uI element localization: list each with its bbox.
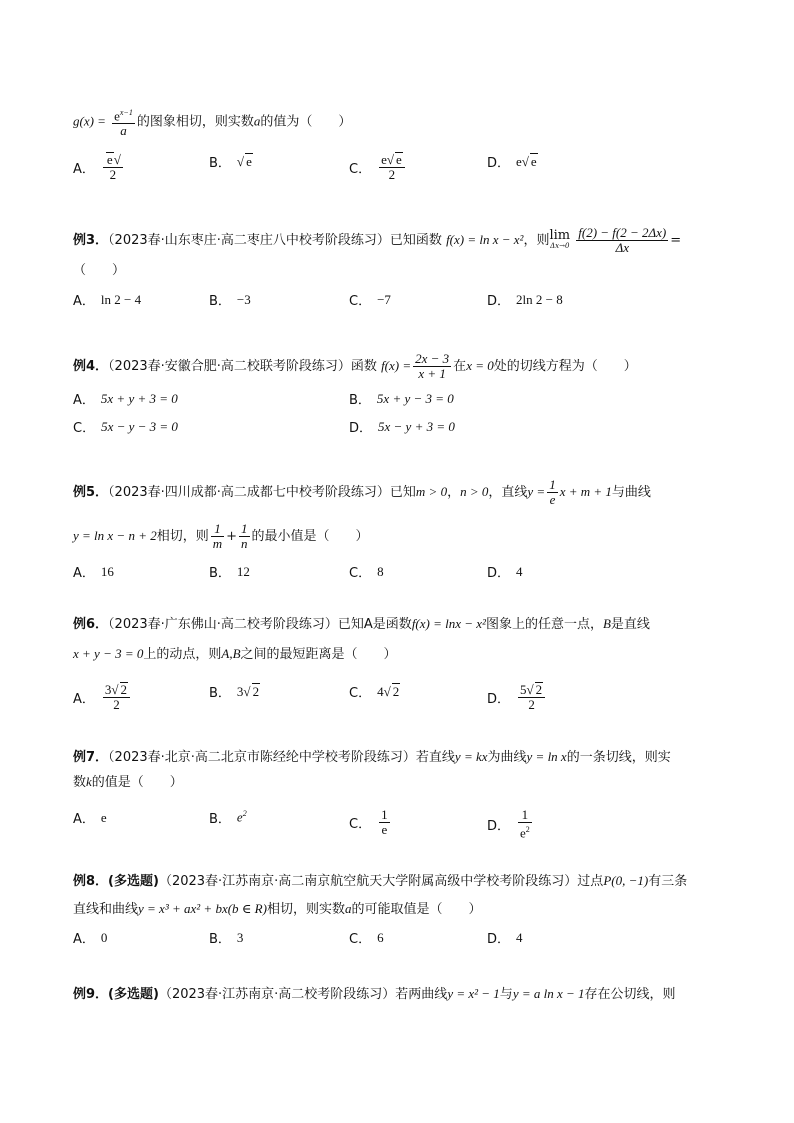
line-equation: y = [527,484,546,499]
fraction-1-over-e: $\frac{1}{e}$ [549,477,556,507]
option-c[interactable]: C． −7 [349,291,391,309]
stem-text: 的最小值是（ ） [251,529,369,544]
source-citation: （2023春·江苏南京·高二校考阶段练习） [158,987,396,1002]
stem-text: 上的动点，则 [143,647,222,662]
option-a[interactable]: A． 16 [73,563,114,581]
question-2-options [73,152,713,182]
question-7-stem-line2 [73,773,183,792]
question-3-paren: （ ） [73,263,126,278]
option-b[interactable]: B． 5x + y − 3 = 0 [349,390,454,408]
example-label: 例8．(多选题) [73,874,159,889]
question-7-options [73,807,713,841]
fraction-g [112,106,135,138]
stem-text: 数 [73,775,87,790]
stem-text: 存在公切线，则 [584,987,676,1002]
stem-text: 的一条切线，则实 [566,750,671,765]
function-fraction: $\frac{2x - 3}{x + 1}$ [415,351,450,381]
plus-sign: + [226,529,238,544]
stem-text: ，则 [523,233,550,248]
source-citation: （2023春·广东佛山·高二校考阶段练习） [108,617,338,632]
option-d[interactable]: D． 5x − y + 3 = 0 [349,418,455,436]
question-6-options [73,682,713,712]
points-ab: A,B [221,646,241,661]
option-d[interactable]: D． 4 [487,929,523,947]
stem-text: 函数 [350,359,377,374]
source-citation: （2023春·四川成都·高二成都七中校考阶段练习） [108,485,390,500]
question-8-stem-line2 [73,900,481,919]
question-3-options [73,290,713,314]
question-6-stem-line2 [73,645,397,664]
fraction-denominator: Δx [615,240,629,255]
question-7-stem [73,748,671,767]
point-x: x = 0 [466,358,494,373]
function-f: f(x) = ln x − x² [446,232,524,247]
option-d[interactable]: D． 2ln 2 − 8 [487,291,563,309]
example-label: 例3． [73,233,109,248]
question-5-stem-line2 [73,522,369,551]
limit-operator: lim Δx→0 [549,227,571,250]
stem-text: ，直线 [488,485,528,500]
stem-text: 为曲线 [487,750,527,765]
option-d[interactable]: D． 4 [487,563,523,581]
stem-text: 处的切线方程为（ ） [493,359,637,374]
question-4-options-row2 [73,417,713,441]
stem-text: 相切，则 [156,529,209,544]
example-label: 例7． [73,750,109,765]
stem-text: 若直线 [415,750,455,765]
example-label: 例4． [73,359,109,374]
option-c[interactable]: C． $\frac{1}{e}$ [349,807,388,837]
option-b[interactable]: B． −3 [209,291,251,309]
difference-quotient [576,226,668,255]
line-equation: y = kx [454,749,488,764]
option-b[interactable]: B． $e^2$ [209,809,247,827]
stem-text: 已知A是函数 [337,617,412,632]
option-a[interactable]: A． e [73,809,107,827]
question-4-options-row1 [73,389,713,413]
question-5-stem [73,478,651,507]
option-a[interactable]: A． $\frac{e√}{2}$ [73,152,121,182]
stem-text: 的值是（ ） [91,775,183,790]
example-label: 例6． [73,617,109,632]
condition-n: n > 0 [460,484,489,499]
question-8-options [73,928,713,952]
option-a[interactable]: A． 5x + y + 3 = 0 [73,390,178,408]
stem-text: 之间的最短距离是（ ） [240,647,397,662]
function-f: f(x) = [381,358,412,373]
equals-sign: = [670,233,682,248]
stem-text: 已知函数 [389,233,442,248]
curve-equation: y = ln x − n + 2 [73,528,157,543]
option-a[interactable]: A． $\frac{3√ 2}{2}$ [73,682,132,712]
stem-text: 若两曲线 [395,987,448,1002]
example-label: 例5． [73,485,109,500]
source-citation: （2023春·山东枣庄·高二枣庄八中校考阶段练习） [108,233,390,248]
condition-m: m > 0 [415,484,448,499]
option-d[interactable]: D． $\frac{1}{e^2}$ [487,807,530,841]
fraction-numerator: $e^{x-1}$ [114,108,133,124]
function-g: g(x) = [73,113,106,129]
question-2-stem [73,106,351,138]
line-equation: x + y − 3 = 0 [73,646,144,661]
fraction-denominator: a [120,123,127,139]
option-c[interactable]: C． $\frac{e√ e}{2}$ [349,152,407,182]
option-d[interactable]: D． e√ e [487,154,537,171]
option-b[interactable]: B． 12 [209,563,250,581]
source-citation: （2023春·安徽合肥·高二校联考阶段练习） [108,359,351,374]
stem-text: 在 [453,359,467,374]
curve-equation: y = x³ + ax² + bx(b ∈ R) [138,901,267,916]
option-c[interactable]: C． 8 [349,563,384,581]
question-3-stem [73,226,681,255]
option-a[interactable]: A． 0 [73,929,108,947]
stem-text: 的图象相切，则实数 [136,114,254,130]
variable-a: a [344,901,352,916]
question-9-stem [73,985,676,1004]
stem-text: 与曲线 [611,485,651,500]
option-b[interactable]: B． 3 [209,929,244,947]
question-5-options [73,562,713,586]
stem-text: ， [447,485,461,500]
example-label: 例9．(多选题) [73,987,159,1002]
stem-text: 与 [499,987,513,1002]
option-c[interactable]: C． 4√ 2 [349,684,400,701]
variable-a: a [253,113,261,129]
stem-text: 直线和曲线 [73,902,139,917]
question-4-stem [73,352,637,381]
curve-equation: y = ln x [526,749,567,764]
option-d[interactable]: D． $\frac{5√ 2}{2}$ [487,682,547,712]
fraction-numerator: f(2) − f(2 − 2Δx) [578,225,667,240]
stem-text: 图象上的任意一点， [485,617,603,632]
fraction-1-over-n: $\frac{1}{n}$ [241,521,248,551]
stem-text: 过点 [577,874,604,889]
option-c[interactable]: C． 5x − y − 3 = 0 [73,418,178,436]
question-8-stem [73,872,687,891]
line-equation: x + m + 1 [559,484,612,499]
point-p: P(0, −1) [603,873,649,888]
variable-b: B [602,616,611,631]
curve-equation-2: y = a ln x − 1 [512,986,585,1001]
stem-text: 的值为（ ） [260,114,352,130]
stem-text: 已知 [389,485,416,500]
variable-k: k [86,774,92,789]
function-f: f(x) = lnx − x² [411,616,486,631]
option-b[interactable]: B． 3√ 2 [209,684,260,701]
option-a[interactable]: A． ln 2 − 4 [73,291,142,309]
stem-text: 有三条 [648,874,688,889]
option-c[interactable]: C． 6 [349,929,384,947]
source-citation: （2023春·北京·高二北京市陈经纶中学校考阶段练习） [108,750,416,765]
stem-text: 是直线 [610,617,650,632]
stem-text: 相切，则实数 [266,902,345,917]
option-b[interactable]: B． √ e [209,154,252,171]
source-citation: （2023春·江苏南京·高二南京航空航天大学附属高级中学校考阶段练习） [158,874,578,889]
stem-text: 的可能取值是（ ） [351,902,482,917]
curve-equation-1: y = x² − 1 [447,986,500,1001]
fraction-1-over-m: $\frac{1}{m}$ [212,521,223,551]
question-6-stem [73,615,650,634]
